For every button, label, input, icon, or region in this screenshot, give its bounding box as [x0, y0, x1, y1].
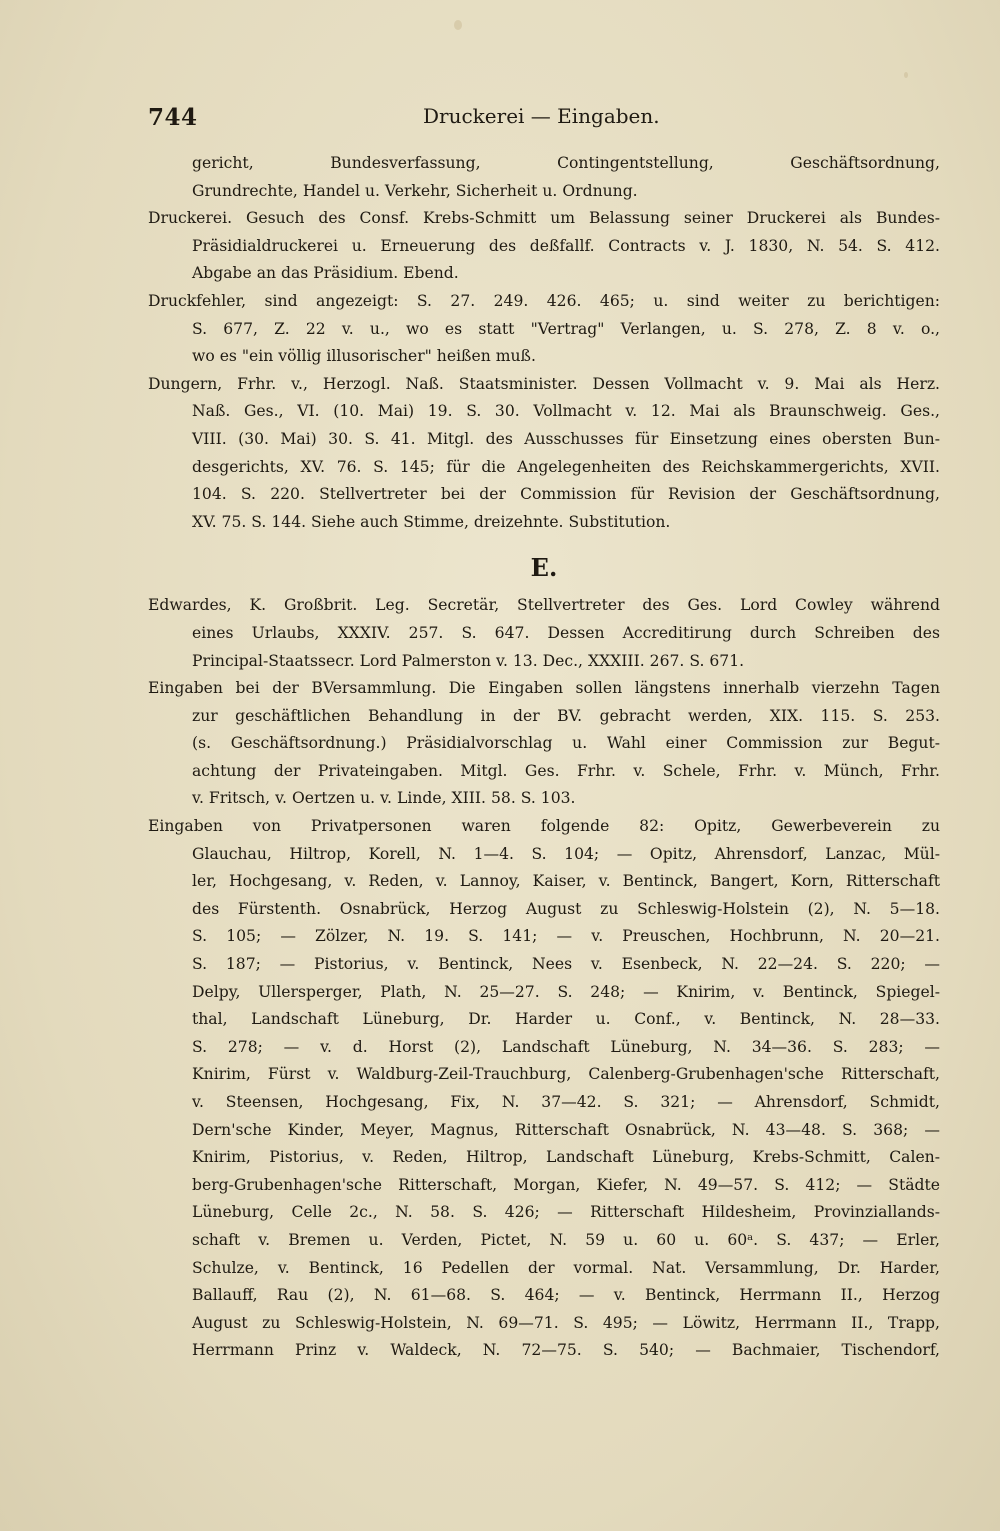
- running-title: Druckerei — Eingaben.: [423, 104, 660, 128]
- index-line: Eingaben bei der BVersammlung. Die Eingaben sollen längstens innerhalb vierzehn Tagen: [148, 679, 940, 698]
- index-line: Grundrechte, Handel u. Verkehr, Sicherheit u. Ordnung.: [192, 181, 638, 200]
- index-line: v. Steensen, Hochgesang, Fix, N. 37—42. S. 321; — Ahrensdorf, Schmidt,: [192, 1093, 940, 1111]
- index-line: S. 105; — Zölzer, N. 19. S. 141; — v. Preuschen, Hochbrunn, N. 20—21.: [192, 927, 940, 946]
- index-line: Naß. Ges., VI. (10. Mai) 19. S. 30. Vollmacht v. 12. Mai als Braunschweig. Ges.,: [192, 402, 940, 421]
- index-line: achtung der Privateingaben. Mitgl. Ges. Frhr. v. Schele, Frhr. v. Münch, Frhr.: [192, 761, 940, 780]
- index-line: XV. 75. S. 144. Siehe auch Stimme, dreizehnte. Substitution.: [192, 512, 671, 531]
- index-line: Knirim, Fürst v. Waldburg-Zeil-Trauchburg, Calenberg-Grubenhagen'sche Ritterschaft,: [192, 1065, 940, 1084]
- index-line: thal, Landschaft Lüneburg, Dr. Harder u. Conf., v. Bentinck, N. 28—33.: [192, 1010, 940, 1029]
- index-block-d: [148, 150, 940, 536]
- index-line: August zu Schleswig-Holstein, N. 69—71. S. 495; — Löwitz, Herrmann II., Trapp,: [192, 1313, 940, 1332]
- index-line: S. 278; — v. d. Horst (2), Landschaft Lüneburg, N. 34—36. S. 283; —: [192, 1037, 940, 1056]
- index-line: Principal-Staatssecr. Lord Palmerston v. 13. Dec., XXXIII. 267. S. 671.: [192, 651, 745, 670]
- index-line: ler, Hochgesang, v. Reden, v. Lannoy, Kaiser, v. Bentinck, Bangert, Korn, Ritterschaft: [192, 872, 940, 891]
- index-line: S. 187; — Pistorius, v. Bentinck, Nees v. Esenbeck, N. 22—24. S. 220; —: [192, 955, 940, 974]
- index-line: des Fürstenth. Osnabrück, Herzog August zu Schleswig-Holstein (2), N. 5—18.: [192, 899, 940, 918]
- index-line: (s. Geschäftsordnung.) Präsidialvorschlag u. Wahl einer Commission zur Begut-: [192, 734, 940, 753]
- index-line: gericht, Bundesverfassung, Contingentstellung, Geschäftsordnung,: [192, 154, 940, 172]
- index-line: wo es "ein völlig illusorischer" heißen muß.: [192, 347, 536, 366]
- index-line: schaft v. Bremen u. Verden, Pictet, N. 59 u. 60 u. 60ᵃ. S. 437; — Erler,: [192, 1230, 940, 1249]
- index-line: Ballauff, Rau (2), N. 61—68. S. 464; — v. Bentinck, Herrmann II., Herzog: [192, 1286, 940, 1305]
- index-line: Herrmann Prinz v. Waldeck, N. 72—75. S. 540; — Bachmaier, Tischendorf,: [192, 1341, 940, 1360]
- paper-stain: [454, 20, 462, 30]
- index-line: Knirim, Pistorius, v. Reden, Hiltrop, Landschaft Lüneburg, Krebs-Schmitt, Calen-: [192, 1148, 940, 1167]
- page-number: 744: [148, 104, 198, 131]
- index-line: Druckfehler, sind angezeigt: S. 27. 249. 426. 465; u. sind weiter zu berichtigen:: [148, 291, 940, 310]
- page-header: [148, 98, 938, 138]
- index-line: v. Fritsch, v. Oertzen u. v. Linde, XIII. 58. S. 103.: [192, 789, 576, 808]
- index-line: Dungern, Frhr. v., Herzogl. Naß. Staatsminister. Dessen Vollmacht v. 9. Mai als Herz.: [148, 374, 940, 393]
- index-line: Eingaben von Privatpersonen waren folgende 82: Opitz, Gewerbeverein zu: [148, 817, 940, 836]
- section-letter: E.: [530, 553, 558, 583]
- index-block-e: [148, 592, 940, 1365]
- index-line: desgerichts, XV. 76. S. 145; für die Angelegenheiten des Reichskammergerichts, XVII.: [192, 457, 940, 476]
- index-line: Schulze, v. Bentinck, 16 Pedellen der vormal. Nat. Versammlung, Dr. Harder,: [192, 1258, 940, 1277]
- index-line: Glauchau, Hiltrop, Korell, N. 1—4. S. 104; — Opitz, Ahrensdorf, Lanzac, Mül-: [192, 844, 940, 863]
- index-line: Lüneburg, Celle 2c., N. 58. S. 426; — Ritterschaft Hildesheim, Provinziallands-: [192, 1203, 940, 1222]
- index-line: Präsidialdruckerei u. Erneuerung des deßfallf. Contracts v. J. 1830, N. 54. S. 412.: [192, 236, 940, 255]
- index-line: berg-Grubenhagen'sche Ritterschaft, Morgan, Kiefer, N. 49—57. S. 412; — Städte: [192, 1175, 940, 1194]
- index-line: Abgabe an das Präsidium. Ebend.: [192, 264, 459, 283]
- index-line: eines Urlaubs, XXXIV. 257. S. 647. Dessen Accreditirung durch Schreiben des: [192, 623, 940, 642]
- index-line: Dern'sche Kinder, Meyer, Magnus, Ritterschaft Osnabrück, N. 43—48. S. 368; —: [192, 1120, 940, 1139]
- index-line: VIII. (30. Mai) 30. S. 41. Mitgl. des Ausschusses für Einsetzung eines obersten Bun-: [192, 429, 940, 448]
- index-line: Druckerei. Gesuch des Consf. Krebs-Schmitt um Belassung seiner Druckerei als Bundes-: [148, 209, 940, 228]
- index-line: 104. S. 220. Stellvertreter bei der Commission für Revision der Geschäftsordnung,: [192, 485, 940, 504]
- paper-stain: [904, 72, 908, 78]
- index-line: zur geschäftlichen Behandlung in der BV. gebracht werden, XIX. 115. S. 253.: [192, 706, 940, 725]
- index-line: Edwardes, K. Großbrit. Leg. Secretär, Stellvertreter des Ges. Lord Cowley während: [148, 596, 940, 615]
- index-content: [148, 150, 940, 1365]
- index-line: S. 677, Z. 22 v. u., wo es statt "Vertrag" Verlangen, u. S. 278, Z. 8 v. o.,: [192, 319, 940, 338]
- index-line: Delpy, Ullersperger, Plath, N. 25—27. S. 248; — Knirim, v. Bentinck, Spiegel-: [192, 982, 940, 1001]
